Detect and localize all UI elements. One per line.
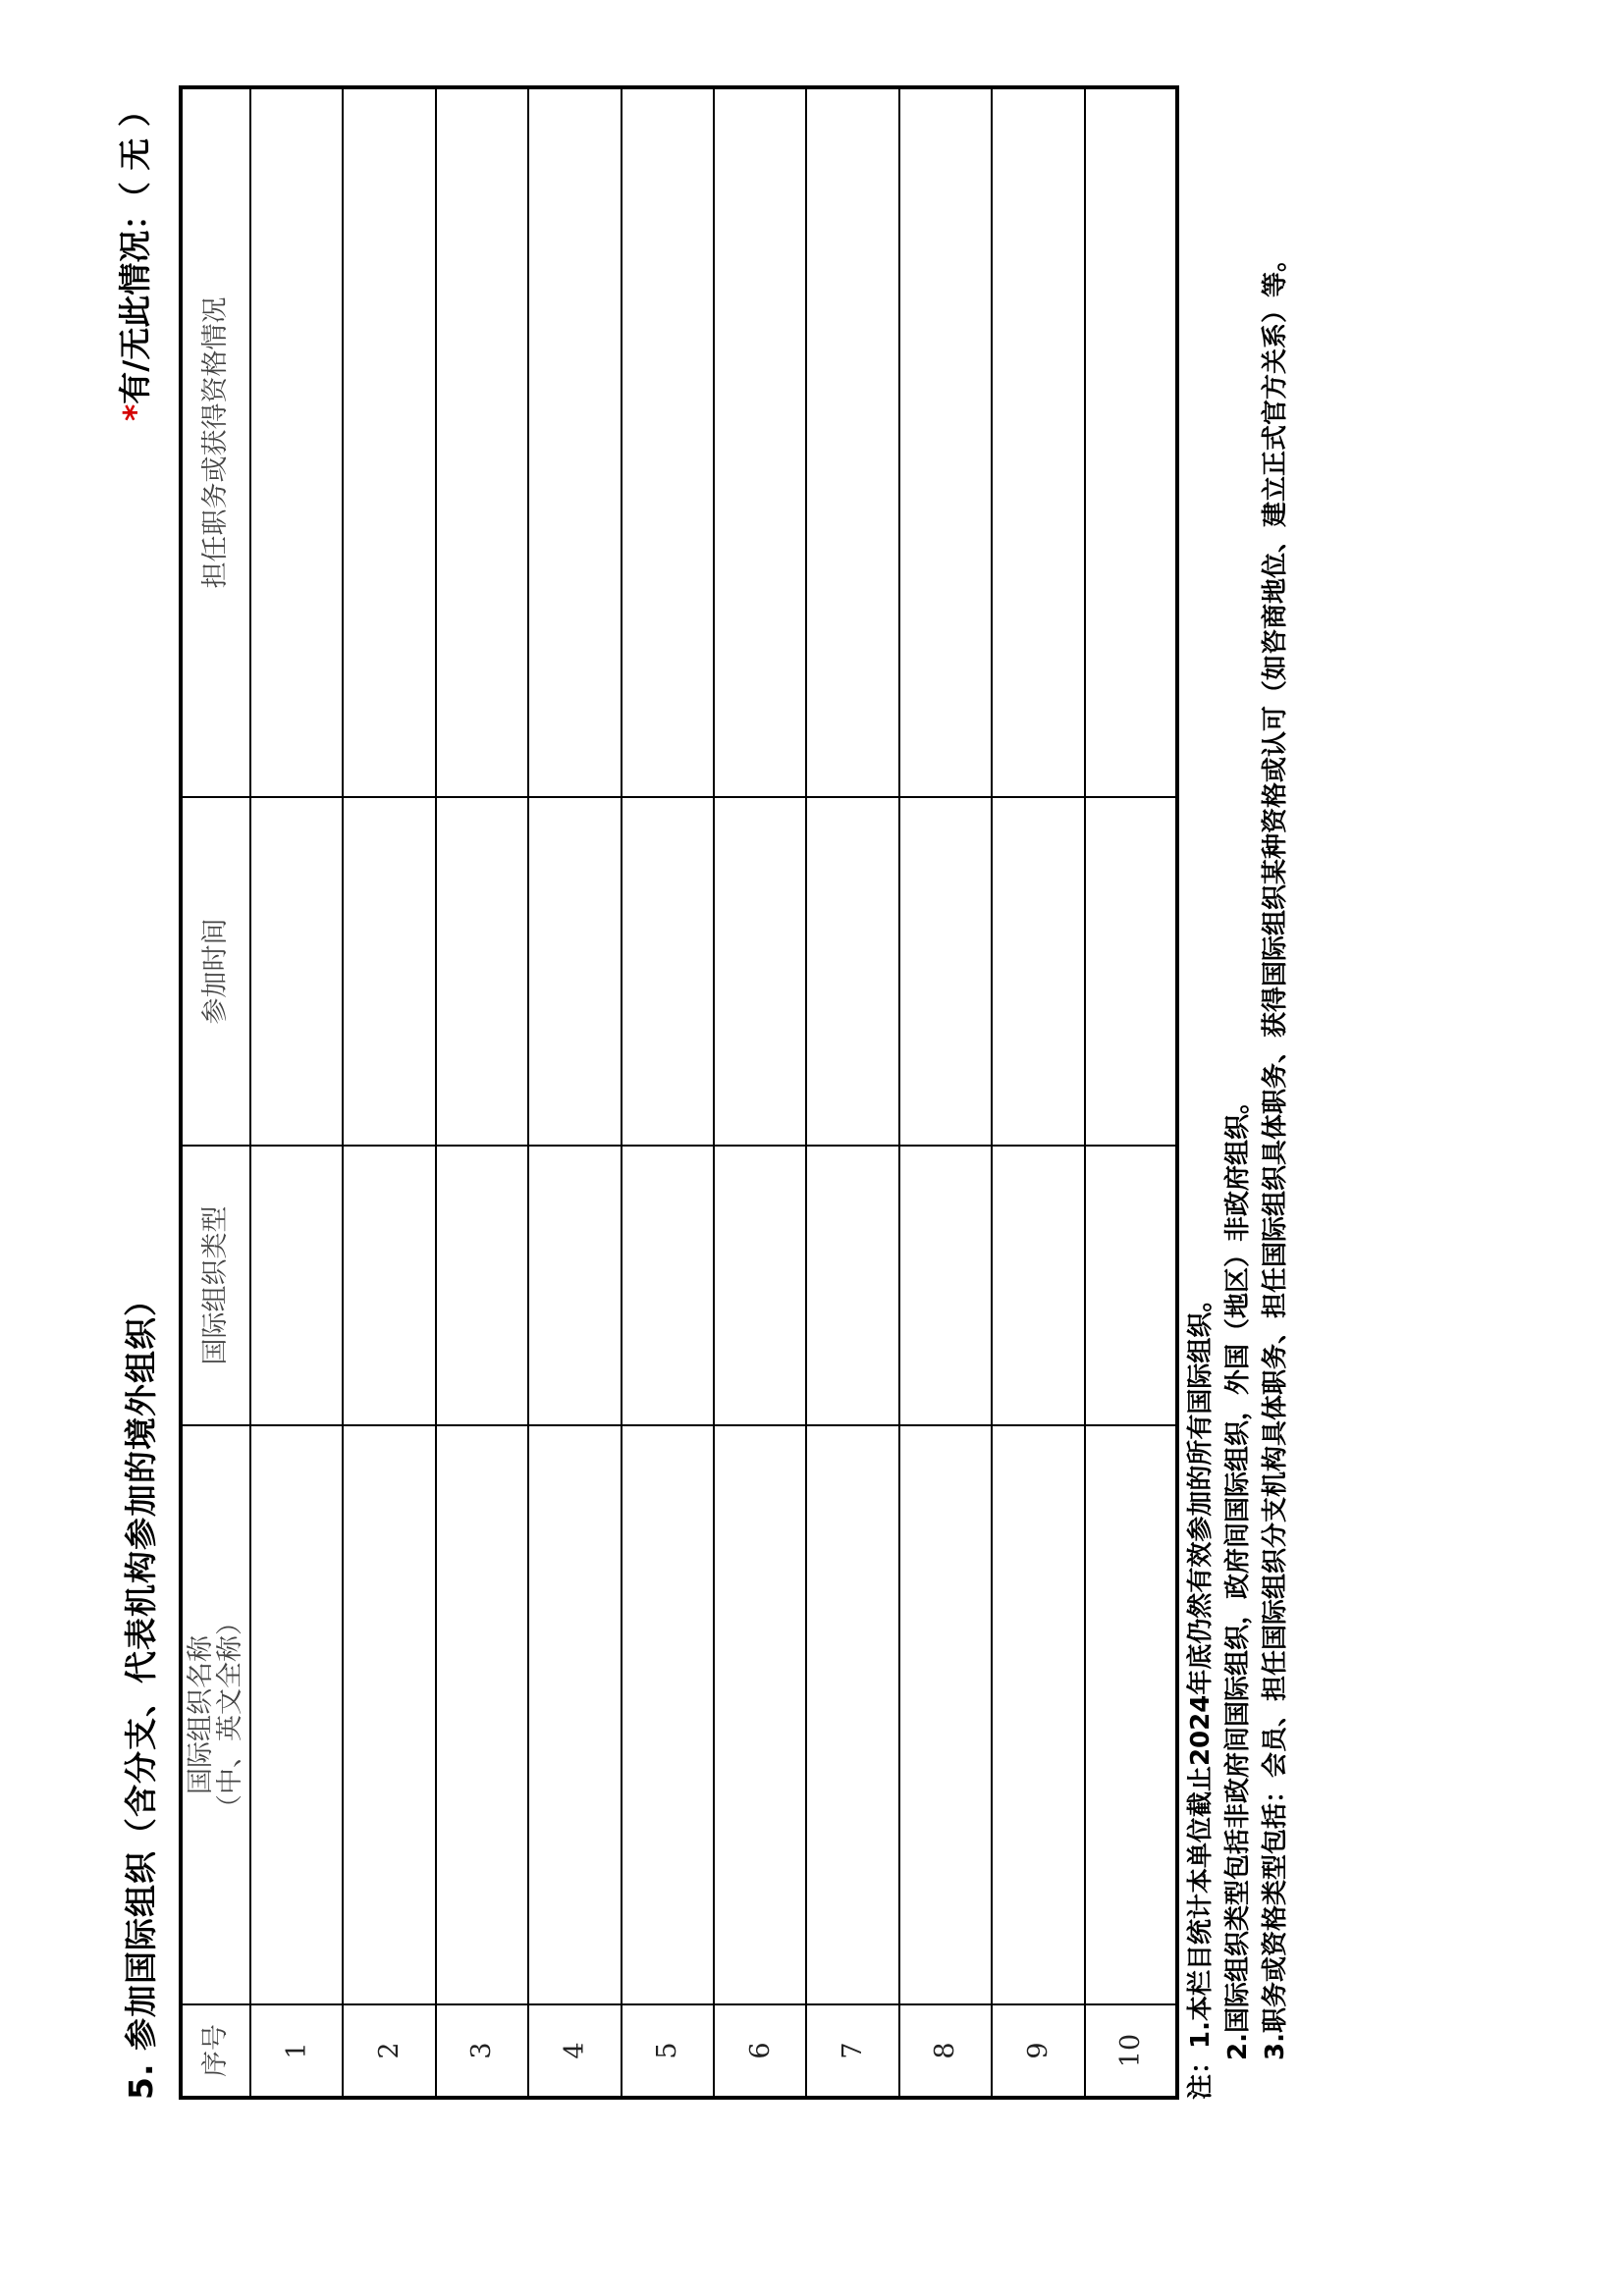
row-org-type-cell[interactable] xyxy=(806,1146,898,1425)
row-org-type-cell[interactable] xyxy=(1085,1146,1177,1425)
required-mark: * xyxy=(116,403,154,421)
row-join-time-cell[interactable] xyxy=(528,797,621,1146)
row-join-time-cell[interactable] xyxy=(436,797,528,1146)
table-row xyxy=(622,87,714,2098)
table-row xyxy=(250,87,343,2098)
header-position: 担任职务或获得资格情况 xyxy=(181,87,250,797)
row-seq-cell: 4 xyxy=(528,2004,621,2098)
table-header-row xyxy=(181,87,250,2098)
table-row xyxy=(1085,87,1177,2098)
row-position-cell[interactable] xyxy=(714,87,806,797)
row-org-name-cell[interactable] xyxy=(436,1425,528,2004)
row-position-cell[interactable] xyxy=(528,87,621,797)
row-position-cell[interactable] xyxy=(992,87,1084,797)
row-position-cell[interactable] xyxy=(806,87,898,797)
note-line-1: 注：1.本栏目统计本单位截止2024年底仍然有效参加的所有国际组织。 xyxy=(1186,1286,1216,2100)
row-join-time-cell[interactable] xyxy=(714,797,806,1146)
row-org-name-cell[interactable] xyxy=(250,1425,343,2004)
row-org-type-cell[interactable] xyxy=(528,1146,621,1425)
row-join-time-cell[interactable] xyxy=(1085,797,1177,1146)
row-join-time-cell[interactable] xyxy=(343,797,435,1146)
table-row xyxy=(528,87,621,2098)
row-seq-cell: 6 xyxy=(714,2004,806,2098)
row-org-name-cell[interactable] xyxy=(343,1425,435,2004)
row-org-name-cell[interactable] xyxy=(1085,1425,1177,2004)
row-seq-cell: 7 xyxy=(806,2004,898,2098)
row-seq-cell: 2 xyxy=(343,2004,435,2098)
row-org-type-cell[interactable] xyxy=(992,1146,1084,1425)
row-position-cell[interactable] xyxy=(622,87,714,797)
row-join-time-cell[interactable] xyxy=(622,797,714,1146)
table-row xyxy=(714,87,806,2098)
row-position-cell[interactable] xyxy=(899,87,992,797)
row-org-name-cell[interactable] xyxy=(528,1425,621,2004)
table-row xyxy=(899,87,992,2098)
row-seq-cell: 9 xyxy=(992,2004,1084,2098)
row-org-type-cell[interactable] xyxy=(714,1146,806,1425)
note-line-2: 2.国际组织类型包括非政府间国际组织，政府间国际组织，外国（地区）非政府组织。 xyxy=(1223,1089,1253,2060)
status-label: 有/无此情况：（ 无 ） xyxy=(116,94,154,404)
row-position-cell[interactable] xyxy=(1085,87,1177,797)
row-join-time-cell[interactable] xyxy=(250,797,343,1146)
row-position-cell[interactable] xyxy=(436,87,528,797)
table-row xyxy=(436,87,528,2098)
organization-table xyxy=(179,85,1179,2100)
row-org-type-cell[interactable] xyxy=(343,1146,435,1425)
row-position-cell[interactable] xyxy=(343,87,435,797)
table-row xyxy=(806,87,898,2098)
row-org-type-cell[interactable] xyxy=(436,1146,528,1425)
row-org-type-cell[interactable] xyxy=(899,1146,992,1425)
header-org-name xyxy=(181,1425,250,2004)
note-line-3: 3.职务或资格类型包括：会员、担任国际组织分支机构具体职务、担任国际组织具体职务、获得国际组织某种资格或认可（如咨商地位、建立正式官方关系）等。 xyxy=(1261,246,1290,2060)
row-join-time-cell[interactable] xyxy=(899,797,992,1146)
header-join-time: 参加时间 xyxy=(181,797,250,1146)
header-seq: 序号 xyxy=(181,2004,250,2098)
row-org-name-cell[interactable] xyxy=(992,1425,1084,2004)
header-org-name-line1: 国际组织名称 xyxy=(186,1635,216,1794)
row-seq-cell: 8 xyxy=(899,2004,992,2098)
row-org-name-cell[interactable] xyxy=(899,1425,992,2004)
row-join-time-cell[interactable] xyxy=(992,797,1084,1146)
header-org-name-line2: （中、英文全称） xyxy=(215,1609,245,1821)
row-seq-cell: 1 xyxy=(250,2004,343,2098)
row-org-name-cell[interactable] xyxy=(622,1425,714,2004)
table-row xyxy=(992,87,1084,2098)
row-seq-cell: 10 xyxy=(1085,2004,1177,2098)
row-seq-cell: 5 xyxy=(622,2004,714,2098)
row-position-cell[interactable] xyxy=(250,87,343,797)
row-join-time-cell[interactable] xyxy=(806,797,898,1146)
row-org-name-cell[interactable] xyxy=(806,1425,898,2004)
row-seq-cell: 3 xyxy=(436,2004,528,2098)
header-org-type: 国际组织类型 xyxy=(181,1146,250,1425)
notes-block xyxy=(1182,246,1294,2100)
section-heading: 5. 参加国际组织（含分支、代表机构参加的境外组织） xyxy=(122,1283,160,2100)
status-indicator xyxy=(110,94,156,421)
table-row xyxy=(343,87,435,2098)
row-org-type-cell[interactable] xyxy=(622,1146,714,1425)
row-org-type-cell[interactable] xyxy=(250,1146,343,1425)
row-org-name-cell[interactable] xyxy=(714,1425,806,2004)
